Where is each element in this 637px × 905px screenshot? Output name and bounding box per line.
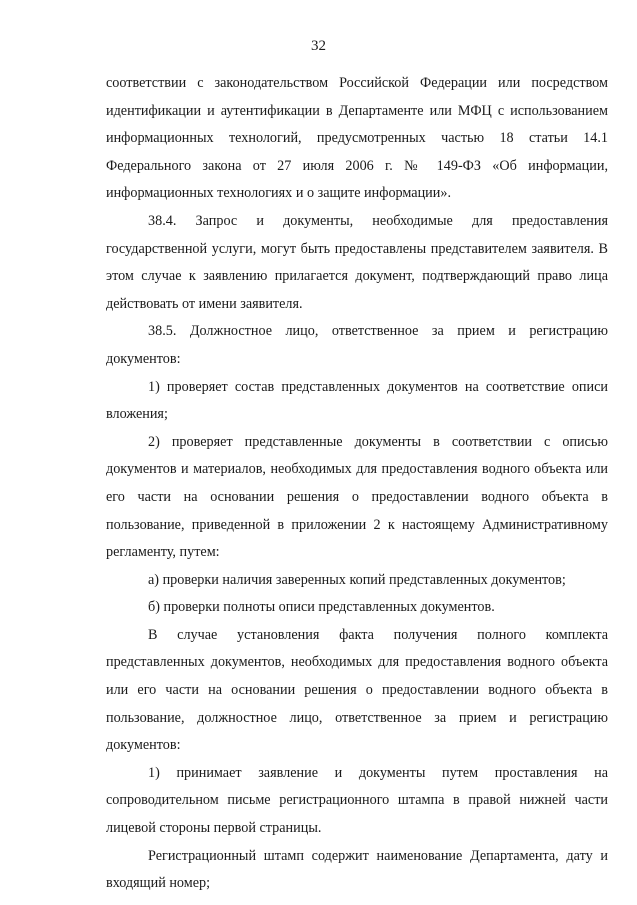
paragraph-38-4: 38.4. Запрос и документы, необходимые для предоставления государственной услуги, могут быть предоставлены представителем заявителя. В этом случае к заявлению прилагается документ, подтверждающий право лица действовать от имени заявителя. xyxy=(106,212,608,312)
list-item-b-inventory-completeness: б) проверки полноты описи представленных документов. xyxy=(148,599,495,616)
paragraph-38-5: 38.5. Должностное лицо, ответственное за прием и регистрацию документов: xyxy=(106,323,608,367)
list-item-2-check-documents: 2) проверяет представленные документы в соответствии с описью документов и материалов, необходимых для предоставления водного объекта или его части на основании решения о предоставлении водного объекта в пользование, приведенной в приложении 2 к настоящему Административному регламенту, путем: xyxy=(106,433,608,561)
page-number: 32 xyxy=(311,38,326,54)
list-item-1-accept-documents: 1) принимает заявление и документы путем проставления на сопроводительном письме регистрационного штампа в правой нижней части лицевой стороны первой страницы. xyxy=(106,764,608,837)
paragraph-complete-set: В случае установления факта получения полного комплекта представленных документов, необходимых для предоставления водного объекта или его части на основании решения о предоставлении водного объекта в пользование, должностное лицо, ответственное за прием и регистрацию документов: xyxy=(106,626,608,754)
document-body xyxy=(106,70,608,898)
list-item-a-certified-copies: а) проверки наличия заверенных копий представленных документов; xyxy=(148,571,566,588)
list-item-1-check-composition: 1) проверяет состав представленных документов на соответствие описи вложения; xyxy=(106,378,608,423)
paragraph-continuation: соответствии с законодательством Российской Федерации или посредством идентификации и аутентификации в Департаменте или МФЦ с использованием информационных технологий, предусмотренных частью 18 статьи 14.1 Федерального закона от 27 июля 2006 г. № 149-ФЗ «Об информации, информационных технологиях и о защите информации». xyxy=(106,75,608,202)
paragraph-registration-stamp: Регистрационный штамп содержит наименование Департамента, дату и входящий номер; xyxy=(106,847,608,892)
